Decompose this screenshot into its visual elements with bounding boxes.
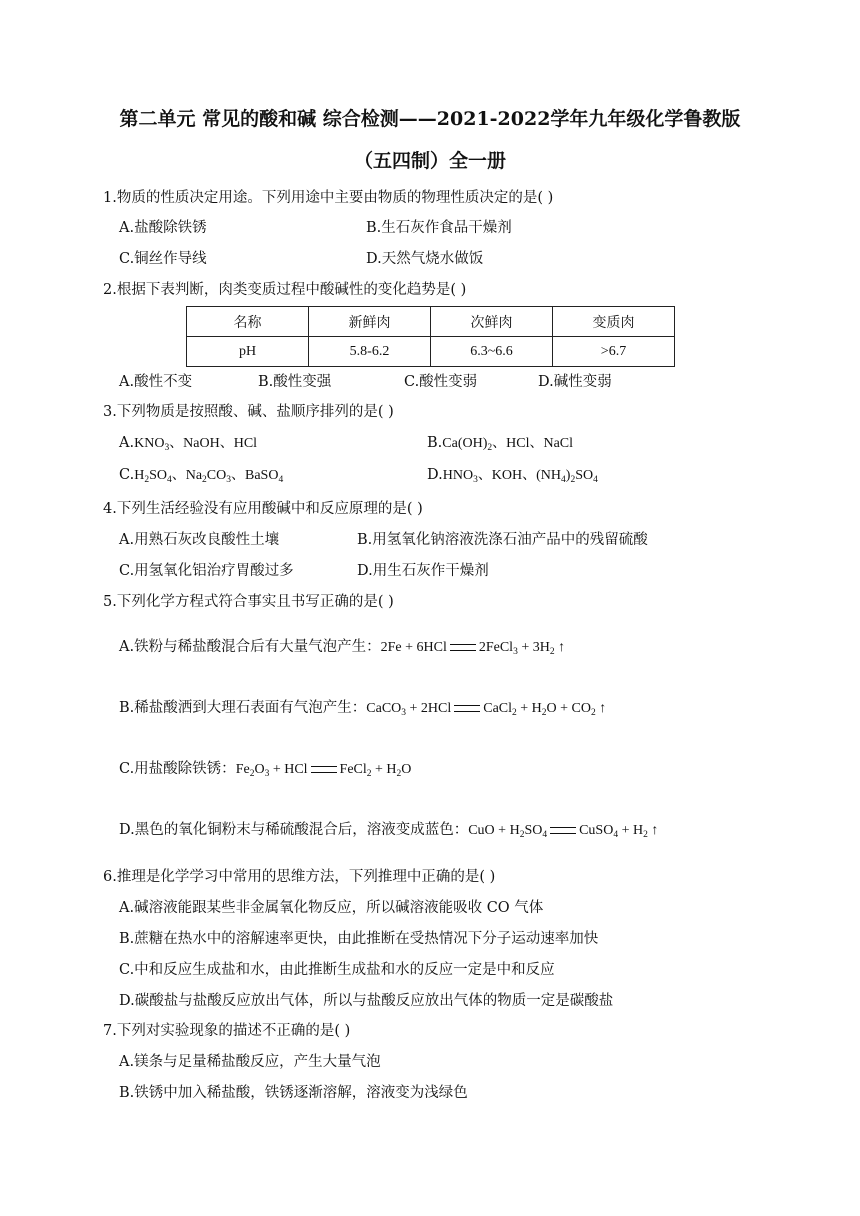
question-6-stem: 6.推理是化学学习中常用的思维方法，下列推理中正确的是( ) xyxy=(103,869,496,885)
question-4-stem: 4.下列生活经验没有应用酸碱中和反应原理的是( ) xyxy=(103,501,423,517)
q3-option-c: $C.H_2SO_4$、$Na_2CO_3$、BaSO$_4$ xyxy=(119,467,284,485)
q3-option-d: $D.HNO_3$、KOH、$(NH_4)_2SO_4$ xyxy=(427,467,598,485)
q5-option-c: C.用盐酸除铁锈：$Fe_2O_3$ + HCl FeCl$_2$ + $H_2O$ xyxy=(119,761,412,779)
q2-option-a: A.酸性不变 xyxy=(119,374,193,390)
q5-option-d: D.黑色的氧化铜粉末与稀硫酸混合后，溶液变成蓝色：CuO + $H_2SO_4$ CuSO$_4$ + $H_2$ ↑ xyxy=(119,822,659,840)
question-7-stem: 7.下列对实验现象的描述不正确的是( ) xyxy=(103,1023,351,1039)
q4-option-b: B.用氢氧化钠溶液洗涤石油产品中的残留硫酸 xyxy=(357,532,648,548)
q4-option-a: A.用熟石灰改良酸性土壤 xyxy=(119,532,280,548)
option-label: D. xyxy=(427,467,443,483)
option-text: B.稀盐酸洒到大理石表面有气泡产生： xyxy=(119,700,367,716)
ph-table-header-row xyxy=(187,307,675,337)
q7-option-a: A.镁条与足量稀盐酸反应，产生大量气泡 xyxy=(119,1054,381,1070)
ph-table-header: 变质肉 xyxy=(553,307,675,337)
q6-option-d: D.碳酸盐与盐酸反应放出气体，所以与盐酸反应放出气体的物质一定是碳酸盐 xyxy=(119,993,614,1009)
ph-table-cell: pH xyxy=(187,337,309,367)
q6-option-a: A.碱溶液能跟某些非金属氧化物反应，所以碱溶液能吸收 CO 气体 xyxy=(119,900,544,916)
option-text: D.黑色的氧化铜粉末与稀硫酸混合后，溶液变成蓝色： xyxy=(119,822,469,838)
option-label: A. xyxy=(119,435,135,451)
q5-option-a: A.铁粉与稀盐酸混合后有大量气泡产生：2Fe + 6HCl 2FeCl$_3$ + $3H_2$ ↑ xyxy=(119,639,566,657)
q1-option-b: B.生石灰作食品干燥剂 xyxy=(366,220,512,236)
q7-option-b: B.铁锈中加入稀盐酸，铁锈逐渐溶解，溶液变为浅绿色 xyxy=(119,1085,468,1101)
q3-option-a: $A.KNO_3$、NaOH、HCl xyxy=(119,435,258,453)
ph-table-cell: 6.3~6.6 xyxy=(431,337,553,367)
option-label: B. xyxy=(427,435,443,451)
q2-option-b: B.酸性变强 xyxy=(258,374,332,390)
q1-option-a: A.盐酸除铁锈 xyxy=(119,220,207,236)
q1-option-d: D.天然气烧水做饭 xyxy=(366,251,484,267)
ph-table-cell: 5.8-6.2 xyxy=(309,337,431,367)
q4-option-c: C.用氢氧化铝治疗胃酸过多 xyxy=(119,563,294,579)
option-label: C. xyxy=(119,467,135,483)
q4-option-d: D.用生石灰作干燥剂 xyxy=(357,563,489,579)
ph-table-row xyxy=(187,337,675,367)
ph-table-cell: >6.7 xyxy=(553,337,675,367)
q2-option-d: D.碱性变弱 xyxy=(538,374,612,390)
q6-option-c: C.中和反应生成盐和水，由此推断生成盐和水的反应一定是中和反应 xyxy=(119,962,555,978)
q5-option-b: B.稀盐酸洒到大理石表面有气泡产生：CaCO$_3$ + 2HCl CaCl$_2$ + $H_2O + CO_2$ ↑ xyxy=(119,700,607,718)
ph-table xyxy=(186,306,675,367)
question-1-stem: 1.物质的性质决定用途。下列用途中主要由物质的物理性质决定的是( ) xyxy=(103,190,554,206)
ph-table-header: 名称 xyxy=(187,307,309,337)
question-2-stem: 2.根据下表判断，肉类变质过程中酸碱性的变化趋势是( ) xyxy=(103,282,467,298)
option-text: A.铁粉与稀盐酸混合后有大量气泡产生： xyxy=(119,639,381,655)
q6-option-b: B.蔗糖在热水中的溶解速率更快，由此推断在受热情况下分子运动速率加快 xyxy=(119,931,599,947)
question-5-stem: 5.下列化学方程式符合事实且书写正确的是( ) xyxy=(103,594,394,610)
ph-table-header: 新鲜肉 xyxy=(309,307,431,337)
q1-option-c: C.铜丝作导线 xyxy=(119,251,207,267)
question-3-stem: 3.下列物质是按照酸、碱、盐顺序排列的是( ) xyxy=(103,404,394,420)
option-text: C.用盐酸除铁锈： xyxy=(119,761,236,777)
title-line-1: 第二单元 常见的酸和碱 综合检测——2021-2022学年九年级化学鲁教版 xyxy=(119,108,741,130)
q3-option-b: $B.Ca(OH)_2$、HCl、NaCl xyxy=(427,435,574,453)
ph-table-header: 次鲜肉 xyxy=(431,307,553,337)
q2-option-c: C.酸性变弱 xyxy=(404,374,478,390)
title-line-2: （五四制）全一册 xyxy=(353,150,506,172)
